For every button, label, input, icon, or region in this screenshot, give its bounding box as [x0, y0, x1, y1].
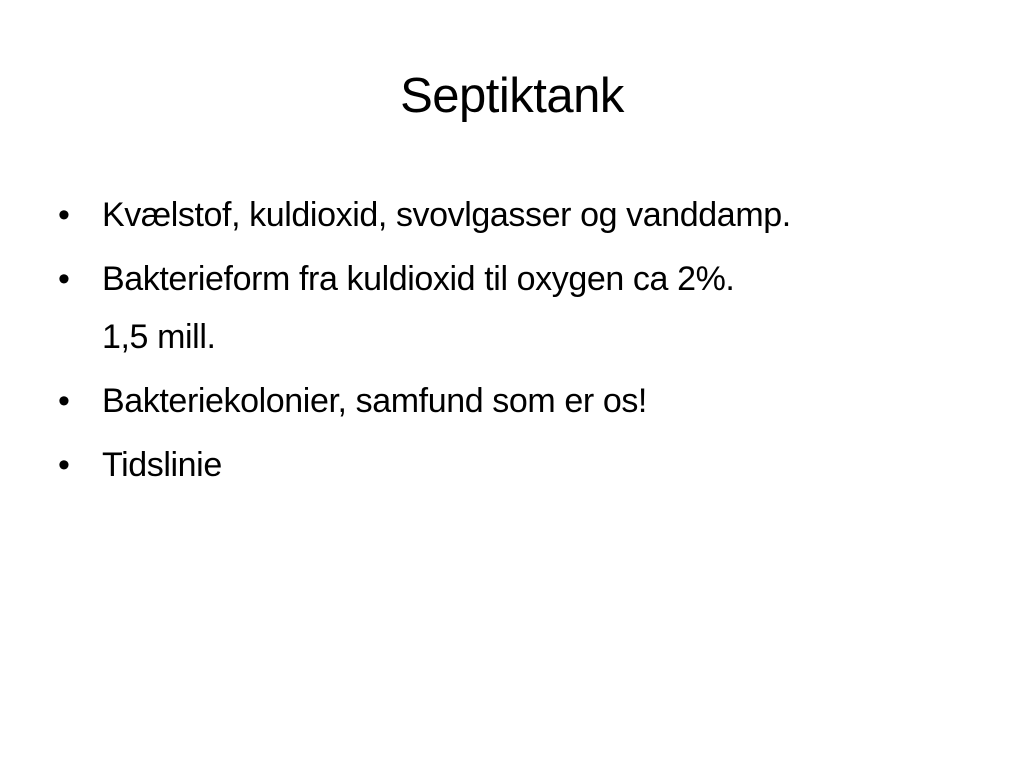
bullet-line: Bakteriekolonier, samfund som er os! [102, 382, 647, 420]
bullet-text [102, 372, 976, 430]
bullet-line: Bakterieform fra kuldioxid til oxygen ca 2%. [102, 260, 735, 298]
slide-title: Septiktank [400, 69, 624, 123]
bullet-icon: • [58, 382, 70, 420]
bullet-text [102, 436, 976, 494]
bullet-item [56, 372, 976, 430]
bullet-text [102, 250, 976, 366]
bullet-icon: • [58, 260, 70, 298]
bullet-item [56, 186, 976, 244]
bullet-line: Tidslinie [102, 446, 222, 484]
bullet-line: Kvælstof, kuldioxid, svovlgasser og vanddamp. [102, 196, 791, 234]
bullet-item [56, 250, 976, 366]
bullet-list [56, 186, 976, 500]
bullet-line: 1,5 mill. [102, 318, 216, 356]
bullet-icon: • [58, 196, 70, 234]
bullet-item [56, 436, 976, 494]
bullet-icon: • [58, 446, 70, 484]
bullet-text [102, 186, 976, 244]
